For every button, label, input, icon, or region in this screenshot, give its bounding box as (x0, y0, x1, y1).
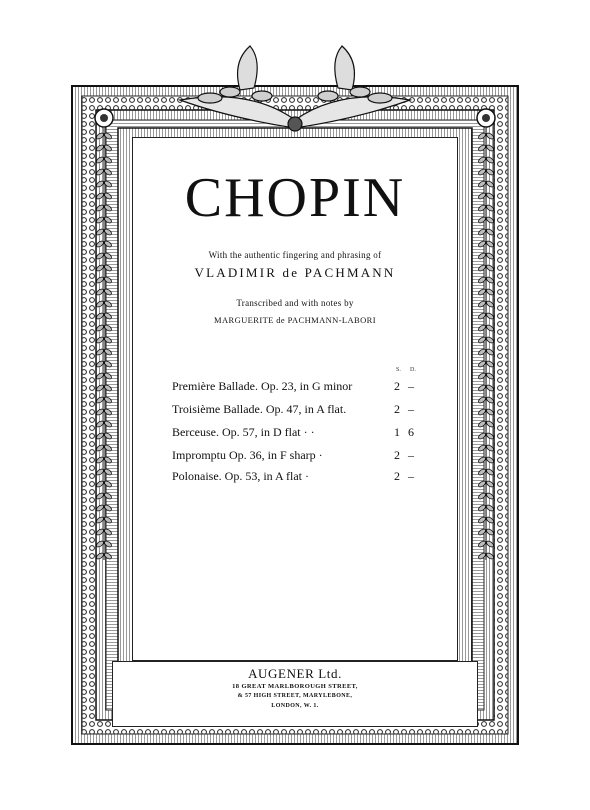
price-pence: – (408, 448, 414, 462)
list-item (172, 376, 432, 396)
subtitle-fingering: With the authentic fingering and phrasing of (208, 250, 382, 260)
transcriber-name: MARGUERITE de PACHMANN-LABORI (214, 315, 376, 325)
price-shillings: 1 (394, 425, 400, 439)
pence-column-header: D. (410, 367, 416, 373)
list-item (172, 445, 432, 465)
work-title: Berceuse. Op. 57, in D flat · · (172, 425, 315, 439)
publisher-address-line-1: 18 GREAT MARLBOROUGH STREET, (232, 683, 358, 690)
price-shillings: 2 (394, 379, 400, 393)
rosette-top-left-icon (95, 109, 113, 127)
price-pence: – (408, 469, 414, 483)
list-item (172, 466, 432, 486)
publisher-address-line-3: LONDON, W. 1. (271, 703, 319, 709)
work-title: Polonaise. Op. 53, in A flat · (172, 469, 309, 483)
subtitle-transcribed: Transcribed and with notes by (236, 298, 354, 308)
publisher-name: AUGENER Ltd. (248, 666, 342, 681)
list-item (172, 422, 432, 442)
rosette-top-right-icon (477, 109, 495, 127)
price-pence: – (408, 379, 414, 393)
publisher-address-line-2: & 57 HIGH STREET, MARYLEBONE, (237, 693, 353, 699)
price-shillings: 2 (394, 402, 400, 416)
composer-title: CHOPIN (184, 167, 406, 229)
price-pence: – (408, 402, 414, 416)
editor-name: VLADIMIR de PACHMANN (194, 265, 396, 280)
work-title: Première Ballade. Op. 23, in G minor (172, 379, 353, 393)
list-item (172, 399, 432, 419)
price-shillings: 2 (394, 469, 400, 483)
price-shillings: 2 (394, 448, 400, 462)
price-pence: 6 (408, 425, 414, 439)
shillings-column-header: S. (396, 367, 401, 373)
work-title: Impromptu Op. 36, in F sharp · (172, 448, 323, 462)
work-title: Troisième Ballade. Op. 47, in A flat. (172, 402, 347, 416)
